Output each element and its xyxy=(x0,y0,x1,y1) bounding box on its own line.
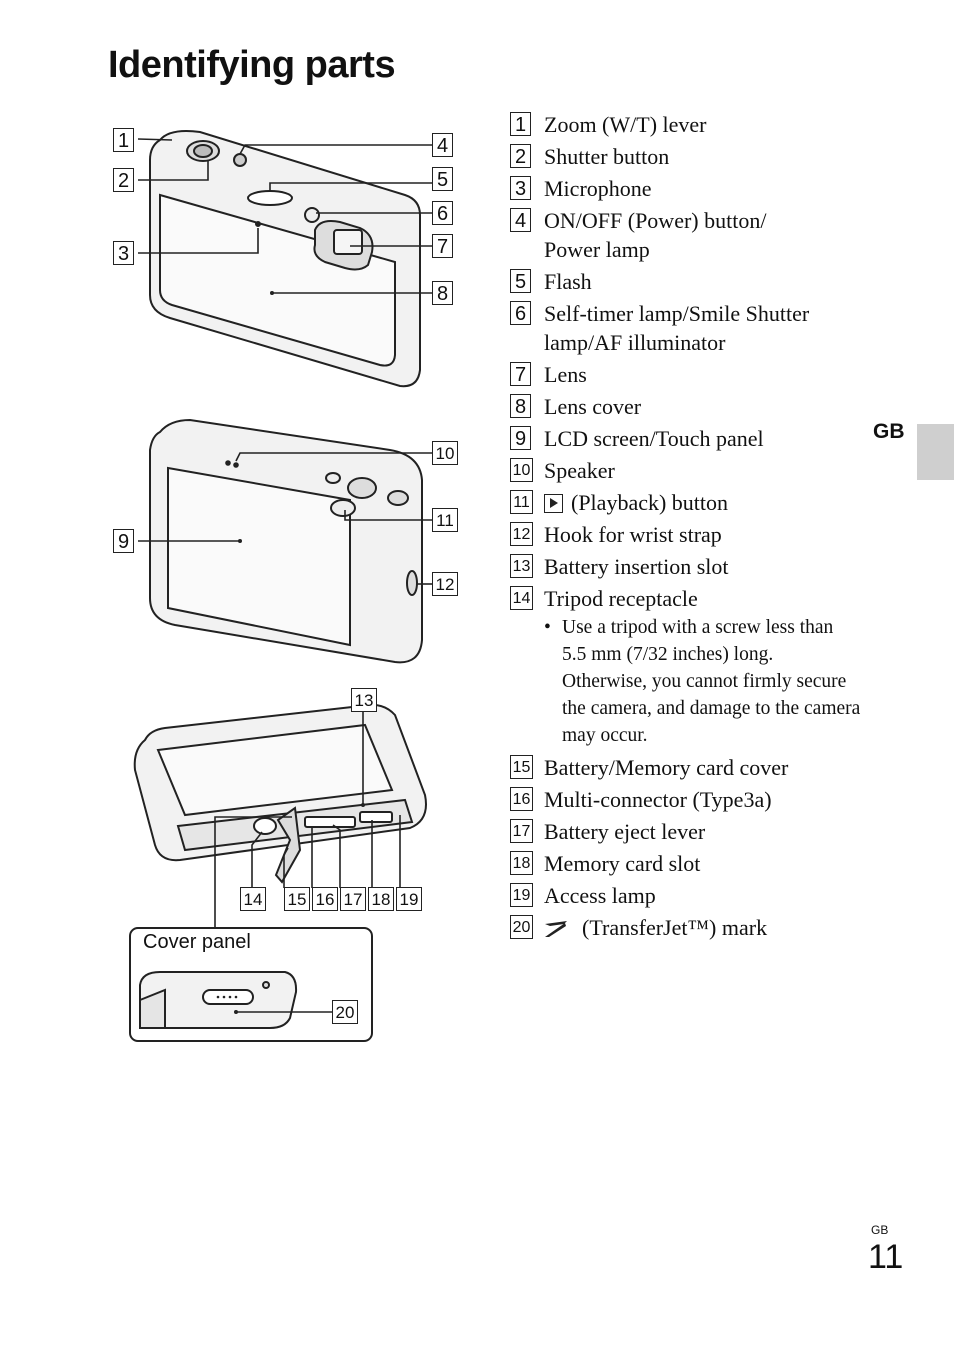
page-title: Identifying parts xyxy=(108,44,396,86)
list-item xyxy=(510,881,870,910)
language-tab-label: GB xyxy=(873,420,905,443)
list-item xyxy=(510,520,870,549)
language-tab xyxy=(917,424,954,480)
list-item xyxy=(510,817,870,846)
item-number: 18 xyxy=(510,851,533,875)
item-number: 1 xyxy=(510,112,531,136)
cover-panel-label: Cover panel xyxy=(143,931,251,953)
callout-19: 19 xyxy=(396,887,422,911)
item-label: (Playback) button xyxy=(571,490,729,515)
item-number: 17 xyxy=(510,819,533,843)
list-item xyxy=(510,110,870,139)
item-label: Microphone xyxy=(544,176,652,201)
callout-15: 15 xyxy=(284,887,310,911)
list-item xyxy=(510,584,870,613)
item-number: 14 xyxy=(510,586,533,610)
callout-3: 3 xyxy=(113,241,134,265)
callout-20: 20 xyxy=(332,1000,358,1024)
callout-6: 6 xyxy=(432,201,453,225)
item-number: 20 xyxy=(510,915,533,939)
callout-17: 17 xyxy=(340,887,366,911)
item-number: 6 xyxy=(510,301,531,325)
callout-8: 8 xyxy=(432,281,453,305)
parts-list xyxy=(510,110,870,945)
list-item xyxy=(510,552,870,581)
list-item xyxy=(510,488,870,517)
list-item xyxy=(510,267,870,296)
callout-10: 10 xyxy=(432,441,458,465)
item-number: 10 xyxy=(510,458,533,482)
item-number: 4 xyxy=(510,208,531,232)
item-label: Flash xyxy=(544,269,592,294)
list-item xyxy=(510,913,870,942)
list-item xyxy=(510,456,870,485)
callout-16: 16 xyxy=(312,887,338,911)
callout-18: 18 xyxy=(368,887,394,911)
list-item xyxy=(510,753,870,782)
item-label: (TransferJet™) mark xyxy=(582,915,768,940)
item-number: 19 xyxy=(510,883,533,907)
item-label: Zoom (W/T) lever xyxy=(544,112,707,137)
item-label: Lens xyxy=(544,362,587,387)
item-label: Tripod receptacle xyxy=(544,586,698,611)
item-label: Multi-connector (Type3a) xyxy=(544,787,772,812)
item-number: 2 xyxy=(510,144,531,168)
item-number: 13 xyxy=(510,554,533,578)
callout-13: 13 xyxy=(351,688,377,712)
list-item xyxy=(510,174,870,203)
callout-9: 9 xyxy=(113,529,134,553)
item-label: Self-timer lamp/Smile Shutter lamp/AF illuminator xyxy=(544,301,810,355)
item-label: Memory card slot xyxy=(544,851,701,876)
item-label: Shutter button xyxy=(544,144,670,169)
callout-14: 14 xyxy=(240,887,266,911)
callout-5: 5 xyxy=(432,167,453,191)
item-number: 9 xyxy=(510,426,531,450)
list-item xyxy=(510,360,870,389)
item-number: 16 xyxy=(510,787,533,811)
item-number: 3 xyxy=(510,176,531,200)
callout-1: 1 xyxy=(113,128,134,152)
callout-12: 12 xyxy=(432,572,458,596)
page-number: 11 xyxy=(868,1238,904,1276)
transferjet-icon xyxy=(544,920,568,938)
item-label: Battery/Memory card cover xyxy=(544,755,789,780)
footer-language: GB xyxy=(871,1223,889,1237)
list-item xyxy=(510,206,804,264)
callout-7: 7 xyxy=(432,234,453,258)
item-number: 7 xyxy=(510,362,531,386)
list-item xyxy=(510,392,870,421)
item-label: LCD screen/Touch panel xyxy=(544,426,764,451)
item-label: Speaker xyxy=(544,458,615,483)
item-number: 15 xyxy=(510,755,533,779)
list-item xyxy=(510,142,870,171)
list-item xyxy=(510,424,870,453)
item-number: 8 xyxy=(510,394,531,418)
item-label: Hook for wrist strap xyxy=(544,522,722,547)
item-label: ON/OFF (Power) button/ Power lamp xyxy=(544,208,767,262)
item-number: 5 xyxy=(510,269,531,293)
callout-4: 4 xyxy=(432,133,453,157)
callout-11: 11 xyxy=(432,508,458,532)
playback-icon xyxy=(544,494,563,513)
item-number: 11 xyxy=(510,490,533,514)
callout-2: 2 xyxy=(113,168,134,192)
item-label: Battery eject lever xyxy=(544,819,706,844)
list-item xyxy=(510,785,870,814)
tripod-note: • Use a tripod with a screw less than 5.5 mm (7/32 inches) long. Otherwise, you cannot firmly secure the camera, and damage to the camera may occur. xyxy=(510,614,862,749)
list-item xyxy=(510,849,870,878)
item-number: 12 xyxy=(510,522,533,546)
item-label: Lens cover xyxy=(544,394,642,419)
item-label: Access lamp xyxy=(544,883,656,908)
list-item xyxy=(510,299,844,357)
item-label: Battery insertion slot xyxy=(544,554,729,579)
